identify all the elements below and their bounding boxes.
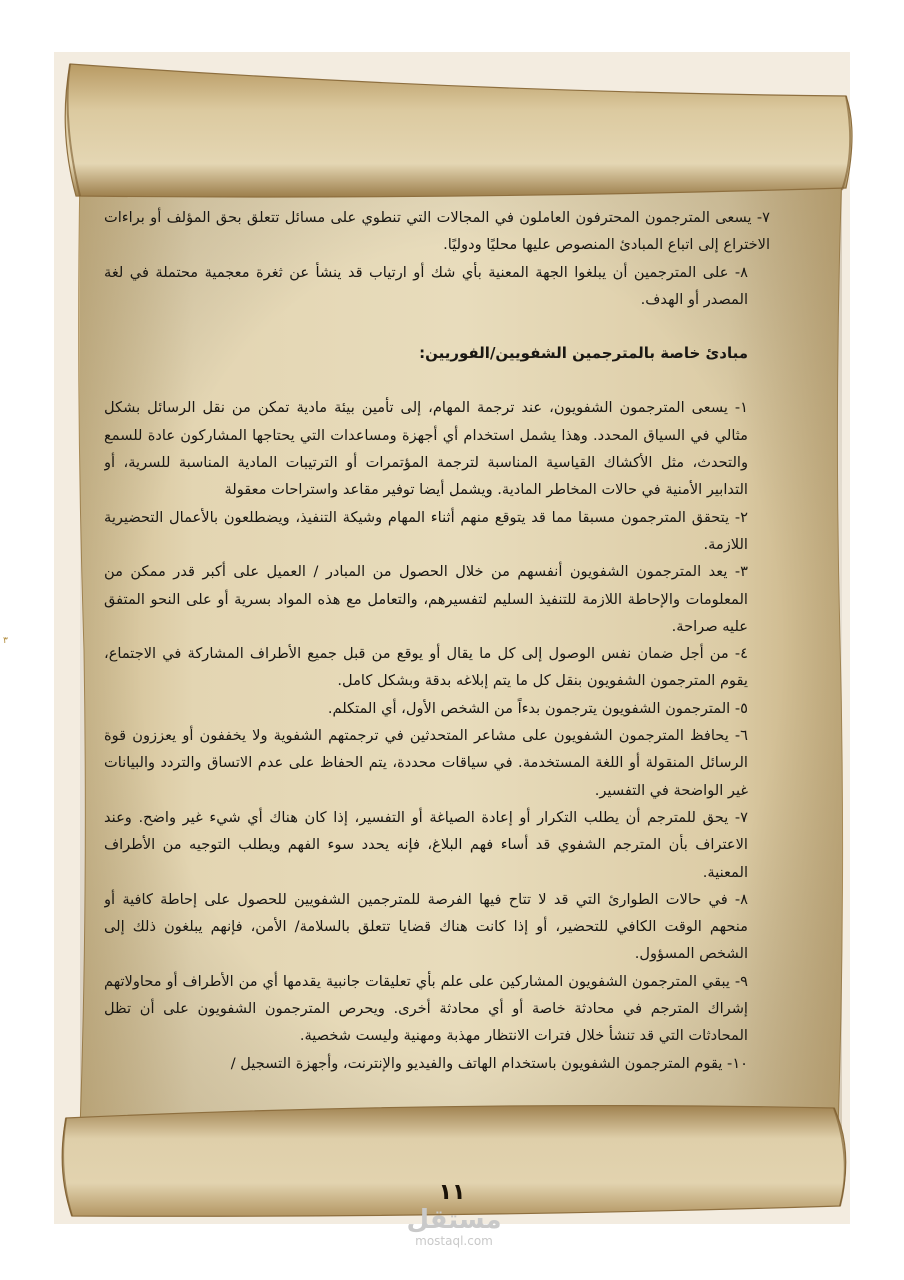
watermark-url: mostaql.com [415, 1234, 493, 1248]
paragraph-top-7: ٧- يسعى المترجمون المحترفون العاملون في المجالات التي تنطوي على مسائل تتعلق بحق المؤلف أو براءات الاختراع إلى اتباع المبادئ المنصوص عليها محليًا ودوليًا. [104, 209, 770, 254]
principle-9: ٩- يبقي المترجمون الشفويون المشاركين على علم بأي تعليقات جانبية يقدمها أي من الأطراف أو محاولاتهم إشراك المترجم في محادثة خاصة أو أي محادثة أخرى. ويحرص المترجمون الشفويون على أن تظل المحادثات التي قد تنشأ خلال فترات الانتظار مهذبة ومهنية وليست شخصية. [104, 972, 748, 1045]
principle-3: ٣- يعد المترجمون الشفويون أنفسهم من خلال الحصول من المبادر / العميل على أكبر قدر ممكن من المعلومات والإحاطة اللازمة للتنفيذ السليم لتفسيرهم، والتعامل مع هذه المواد بسرية أو على النحو المتفق عليه صراحة. [104, 563, 748, 635]
principle-7: ٧- يحق للمترجم أن يطلب التكرار أو إعادة الصياغة أو التفسير، إذا كان هناك أي شيء غير واضح. وعند الاعتراف بأن المترجم الشفوي قد أساء فهم البلاغ، فإنه يحدد سوء الفهم ويطلب التوجيه من الأطراف المعنية. [104, 808, 748, 881]
document-body [104, 204, 770, 1084]
principle-1: ١- يسعى المترجمون الشفويون، عند ترجمة المهام، إلى تأمين بيئة مادية تمكن من نقل الرسائل بشكل مثالي في السياق المحدد. وهذا يشمل استخدام أي أجهزة ومساعدات التي يحتاجها المشاركون عادة للسمع والتحدث، مثل الأكشاك القياسية المناسبة لترجمة المؤتمرات أو الترتيبات المادية المناسبة للسرية، أو التدابير الأمنية في حالات المخاطر المادية. ويشمل أيضا توفير مقاعد واستراحات معقولة [104, 399, 748, 499]
parchment-top-roll [65, 64, 852, 197]
principle-8: ٨- في حالات الطوارئ التي قد لا تتاح فيها الفرصة للمترجمين الشفويين للحصول على إحاطة كافية أو منحهم الوقت الكافي للتحضير، أو إذا كانت هناك قضايا تتعلق بالسلامة/ الأمن، فإنهم يبلغون ذلك إلى الشخص المسؤول. [104, 890, 748, 963]
principle-2: ٢- يتحقق المترجمون مسبقا مما قد يتوقع منهم أثناء المهام وشيكة التنفيذ، ويضطلعون بالأعمال التحضيرية اللازمة. [104, 508, 748, 553]
paragraph-top-8: ٨- على المترجمين أن يبلغوا الجهة المعنية بأي شك أو ارتياب قد ينشأ عن ثغرة معجمية محتملة في لغة المصدر أو الهدف. [104, 263, 748, 308]
page-number: ١١ [438, 1180, 466, 1205]
principle-6: ٦- يحافظ المترجمون الشفويون على مشاعر المتحدثين في ترجمتهم الشفوية ولا يخففون أو يعززون قوة الرسائل المنقولة أو اللغة المستخدمة. في سياقات محددة، يتم الحفاظ على عدم الاتساق والتردد والبيانات غير الواضحة في التفسير. [104, 727, 748, 799]
watermark [394, 1206, 514, 1248]
principle-5: ٥- المترجمون الشفويون يترجمون بدءاً من الشخص الأول، أي المتكلم. [327, 699, 748, 717]
principle-10: ١٠- يقوم المترجمون الشفويون باستخدام الهاتف والفيديو والإنترنت، وأجهزة التسجيل / [230, 1054, 748, 1072]
section-heading: مبادئ خاصة بالمترجمين الشفويين/الفوريين: [419, 344, 748, 363]
margin-mark: ٣ [3, 636, 8, 646]
principle-4: ٤- من أجل ضمان نفس الوصول إلى كل ما يقال أو يوقع من قبل جميع الأطراف المشاركة في الاجتماع، يقوم المترجمون الشفويون بنقل كل ما يتم إبلاغه بدقة وبشكل كامل. [104, 645, 748, 690]
watermark-logo: مستقل [406, 1205, 502, 1235]
